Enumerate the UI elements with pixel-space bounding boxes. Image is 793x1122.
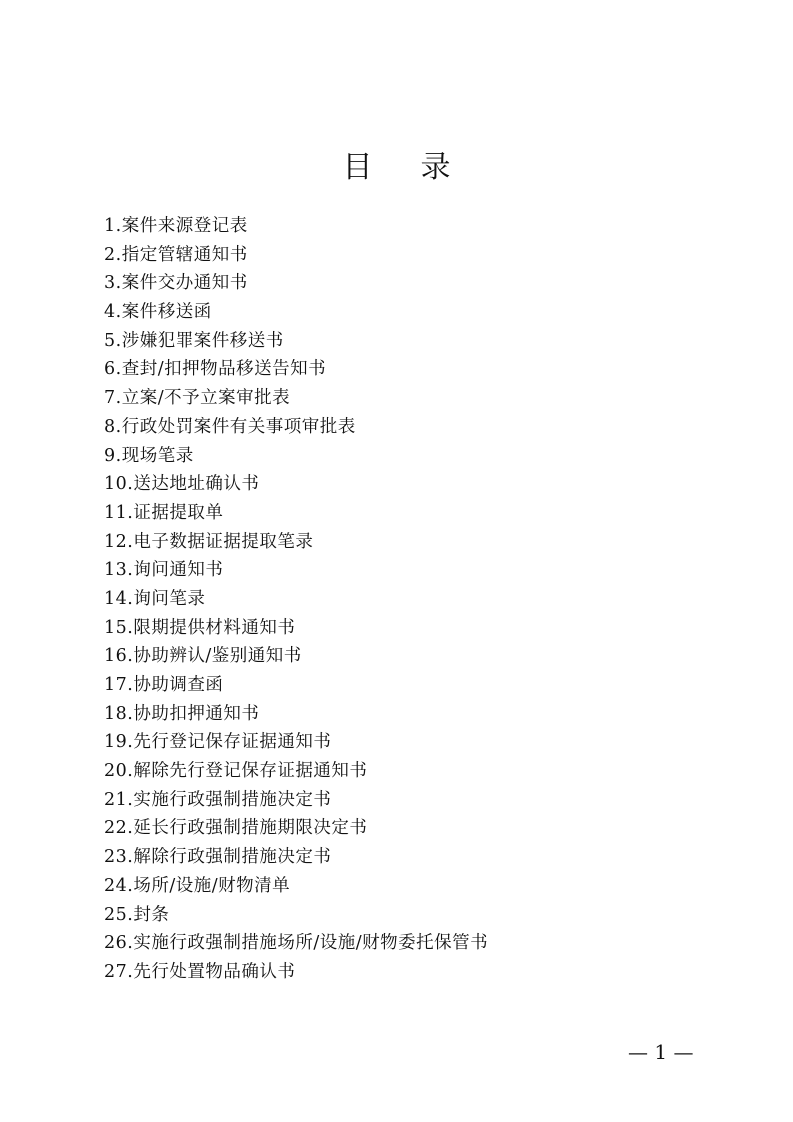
toc-item: 12.电子数据证据提取笔录 [104,531,314,552]
toc-item: 9.现场笔录 [104,445,194,466]
toc-item: 17.协助调查函 [104,675,224,695]
table-of-contents [104,212,488,987]
toc-item: 19.先行登记保存证据通知书 [104,732,332,753]
toc-item: 25.封条 [104,904,170,925]
toc-item: 27.先行处置物品确认书 [104,961,296,982]
toc-item: 3.案件交办通知书 [104,273,248,294]
toc-item: 18.协助扣押通知书 [104,703,260,724]
toc-item: 15.限期提供材料通知书 [104,617,296,638]
toc-item: 1.案件来源登记表 [104,216,248,236]
toc-item: 8.行政处罚案件有关事项审批表 [104,416,356,437]
toc-item: 21.实施行政强制措施决定书 [104,789,332,810]
page-title: 目录 [342,150,499,185]
toc-item: 23.解除行政强制措施决定书 [104,847,332,868]
toc-item: 14.询问笔录 [104,588,206,609]
toc-item: 13.询问通知书 [104,560,224,581]
toc-item: 22.延长行政强制措施期限决定书 [104,818,368,839]
toc-item: 2.指定管辖通知书 [104,244,248,265]
toc-item: 10.送达地址确认书 [104,474,260,495]
toc-item: 6.查封/扣押物品移送告知书 [104,359,327,380]
toc-item: 26.实施行政强制措施场所/设施/财物委托保管书 [104,933,489,954]
toc-item: 16.协助辨认/鉴别通知书 [104,646,302,667]
toc-item: 7.立案/不予立案审批表 [104,388,291,409]
toc-item: 5.涉嫌犯罪案件移送书 [104,330,284,351]
toc-item: 20.解除先行登记保存证据通知书 [104,761,368,782]
toc-item: 24.场所/设施/财物清单 [104,875,291,896]
toc-item: 11.证据提取单 [104,502,224,523]
page-number: — 1 — [628,1040,694,1064]
toc-item: 4.案件移送函 [104,302,212,323]
